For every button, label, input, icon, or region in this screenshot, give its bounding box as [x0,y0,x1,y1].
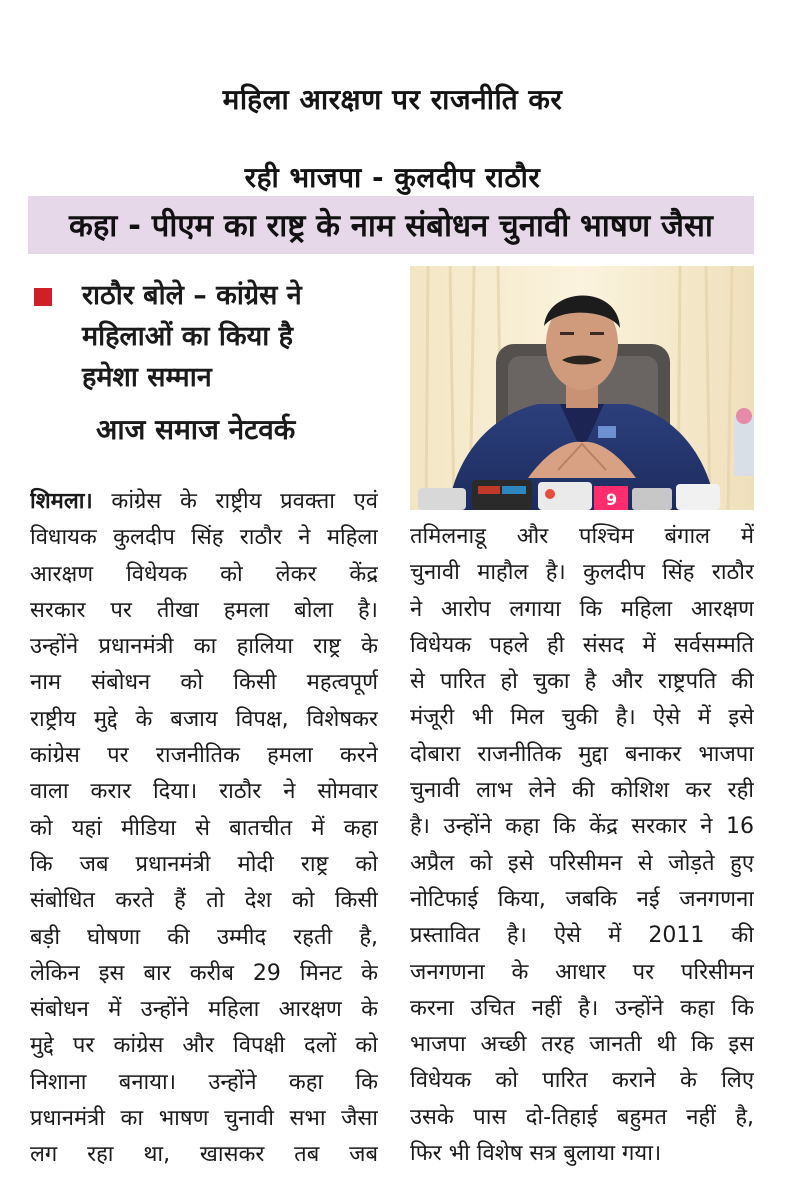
dateline: शिमला। [30,489,93,514]
article-line: राष्ट्रीय मुद्दे के बजाय विपक्ष, विशेषकर [30,706,378,732]
kicker-line-1: राठौर बोले – कांग्रेस ने [82,280,302,311]
article-line: जनगणना के आधार पर परिसीमन [410,959,754,985]
article-line: नोटिफाई किया, जबकि नई जनगणना [410,886,754,912]
byline: आज समाज नेटवर्क [96,413,296,446]
article-line: विधायक कुलदीप सिंह राठौर ने महिला [30,525,378,551]
svg-text:9: 9 [606,490,618,509]
article-line: विधेयक को पारित कराने के लिए [410,1068,754,1094]
article-line: अप्रैल को इसे परिसीमन से जोड़ते हुए [410,850,754,876]
subheadline: कहा - पीएम का राष्ट्र के नाम संबोधन चुनावी भाषण जैसा [69,208,713,244]
subheadline-bar [28,196,754,254]
article-line: संबोधित करते हैं तो देश को किसी [30,888,378,914]
article-line: कि जब प्रधानमंत्री मोदी राष्ट्र को [30,851,378,877]
article-line: चुनावी माहौल है। कुलदीप सिंह राठौर [410,560,754,586]
article-photo [410,266,754,510]
article-line: उन्होंने प्रधानमंत्री का हालिया राष्ट्र के [30,634,378,660]
headline [0,61,785,217]
article-line: नाम संबोधन को किसी महत्वपूर्ण [30,670,378,696]
article-line: संबोधन में उन्होंने महिला आरक्षण के [30,997,378,1023]
article-line: विधेयक पहले ही संसद में सर्वसम्मति [410,632,754,658]
article-line: लेकिन इस बार करीब 29 मिनट के [30,960,378,986]
article-line: ने आरोप लगाया कि महिला आरक्षण [410,596,754,622]
article-line: बड़ी घोषणा की उम्मीद रहती है, [30,924,378,950]
article-column-left [30,484,378,1174]
article-line: प्रस्तावित है। ऐसे में 2011 की [410,923,754,949]
article-line: मुद्दे पर कांग्रेस और विपक्षी दलों को [30,1033,378,1059]
kicker-line-2: महिलाओं का किया है [82,321,294,352]
article-line: वाला करार दिया। राठौर ने सोमवार [30,779,378,805]
article-line: सरकार पर तीखा हमला बोला है। [30,597,378,623]
article-line: लग रहा था, खासकर तब जब [30,1142,378,1168]
article-line: को यहां मीडिया से बातचीत में कहा [30,815,378,841]
article-line: निशाना बनाया। उन्होंने कहा कि [30,1069,378,1095]
article-column-right [410,519,754,1172]
article-line: है। उन्होंने कहा कि केंद्र सरकार ने 16 [410,814,754,840]
headline-line-1: महिला आरक्षण पर राजनीति कर [222,82,563,116]
article-line: दोबारा राजनीतिक मुद्दा बनाकर भाजपा [410,741,754,767]
article-line: प्रधानमंत्री का भाषण चुनावी सभा जैसा [30,1106,378,1132]
article-line: चुनावी लाभ लेने की कोशिश कर रही [410,778,754,804]
article-line: उसके पास दो-तिहाई बहुमत नहीं है, [410,1104,754,1130]
article-line: कांग्रेस पर राजनीतिक हमला करने [30,743,378,769]
article-line: तमिलनाडू और पश्चिम बंगाल में [410,524,754,549]
article-line: करना उचित नहीं है। उन्होंने कहा कि [410,995,754,1021]
headline-line-2: रही भाजपा - कुलदीप राठौर [244,160,541,194]
article-line: फिर भी विशेष सत्र बुलाया गया। [410,1141,662,1167]
article-line: भाजपा अच्छी तरह जानती थी कि इस [410,1032,754,1058]
article-line: मंजूरी भी मिल चुकी है। ऐसे में इसे [410,705,754,731]
kicker-line-3: हमेशा सम्मान [82,362,212,393]
article-line: से पारित हो चुका है और राष्ट्रपति की [410,669,754,695]
article-line: शिमला। कांग्रेस के राष्ट्रीय प्रवक्ता एवं [30,489,378,514]
article-line: आरक्षण विधेयक को लेकर केंद्र [30,561,378,587]
red-square-bullet-icon [34,288,52,306]
